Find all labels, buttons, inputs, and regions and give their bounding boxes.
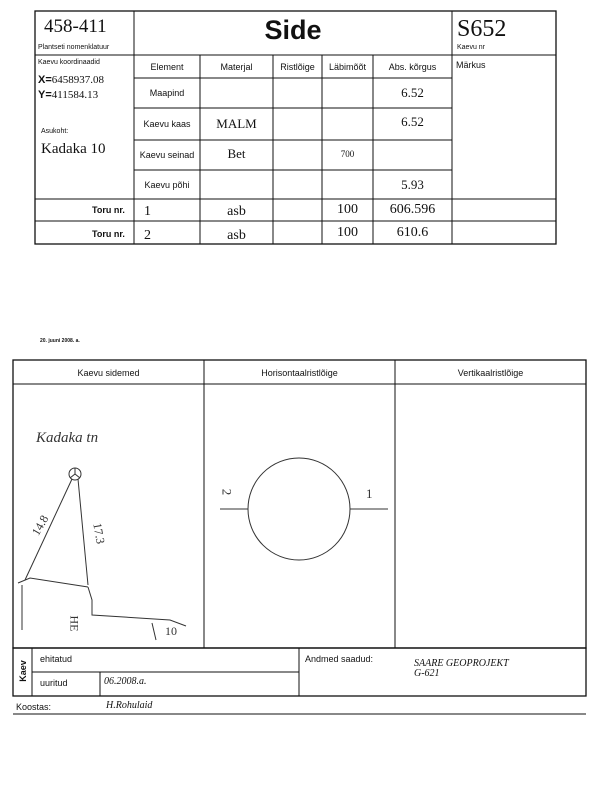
date-note: 20. juuni 2008. a.	[40, 338, 80, 344]
built-label: ehitatud	[40, 654, 73, 664]
row-abs: 6.52	[401, 114, 424, 129]
data-value: SAARE GEOPROJEKT	[414, 658, 509, 669]
pipe-label: Toru nr.	[92, 205, 125, 215]
pipe-number: 2	[144, 228, 151, 243]
y-label: Y=	[38, 89, 52, 101]
pipe-abs: 610.6	[396, 224, 429, 240]
col-diameter: Läbimõõt	[328, 61, 367, 72]
row-abs: 5.93	[401, 176, 424, 192]
row-element: Kaevu seinad	[139, 150, 195, 160]
data-value: G-621	[414, 668, 440, 679]
pipe-left-label: 2	[219, 488, 235, 496]
well-number-caption: Kaevu nr	[457, 44, 486, 51]
col-remarks: Märkus	[456, 60, 486, 70]
row-diameter: 700	[340, 149, 355, 159]
house-number: 10	[165, 624, 177, 638]
sketch-col-vertical: Vertikaalristlõige	[457, 368, 524, 378]
row-element: Maapind	[149, 88, 185, 98]
side-label: Kaev	[17, 660, 28, 682]
distance-label: 17.3	[90, 521, 108, 545]
x-coordinate	[38, 74, 104, 86]
col-cross: Ristlõige	[280, 61, 315, 72]
pipe-number: 1	[144, 204, 151, 219]
sketch-col-ties: Kaevu sidemed	[77, 368, 140, 378]
street-label: Kadaka tn	[36, 430, 99, 446]
row-element: Kaevu kaas	[143, 119, 191, 129]
house-label: HE	[67, 615, 82, 632]
sheet-number: 458-411	[44, 16, 107, 37]
surveyed-label: uuritud	[40, 678, 68, 688]
compiled-value: H.Rohulaid	[106, 700, 153, 711]
row-element: Kaevu põhi	[144, 179, 190, 190]
row-material: Bet	[227, 146, 246, 161]
col-element: Element	[150, 61, 184, 72]
pipe-diameter: 100	[337, 202, 358, 217]
row-abs: 6.52	[401, 85, 424, 100]
row-material: MALM	[216, 116, 257, 131]
col-material: Materjal	[220, 61, 253, 72]
sketch-col-horizontal: Horisontaalristlõige	[261, 368, 338, 378]
pipe-abs: 606.596	[389, 202, 436, 217]
y-coordinate	[38, 89, 98, 101]
distance-label: 14.8	[28, 512, 52, 538]
location-value: Kadaka 10	[41, 141, 106, 157]
page-title: Side	[264, 15, 322, 45]
pipe-material: asb	[227, 204, 246, 219]
data-label: Andmed saadud:	[305, 654, 374, 664]
pipe-material: asb	[227, 228, 246, 243]
location-caption: Asukoht:	[41, 128, 69, 135]
x-value: 6458937.08	[51, 74, 105, 86]
pipe-label: Toru nr.	[92, 229, 125, 239]
well-number: S652	[457, 16, 507, 42]
pipe-right-label: 1	[366, 486, 373, 501]
x-label: X=	[38, 74, 52, 86]
surveyed-value: 06.2008.a.	[104, 676, 147, 687]
compiled-label: Koostas:	[16, 702, 52, 712]
pipe-diameter: 100	[337, 224, 358, 240]
col-abs: Abs. kõrgus	[388, 61, 437, 72]
coords-caption: Kaevu koordinaadid	[38, 59, 100, 66]
sheet-caption: Plantseti nomenklatuur	[38, 44, 110, 51]
y-value: 411584.13	[51, 89, 99, 101]
